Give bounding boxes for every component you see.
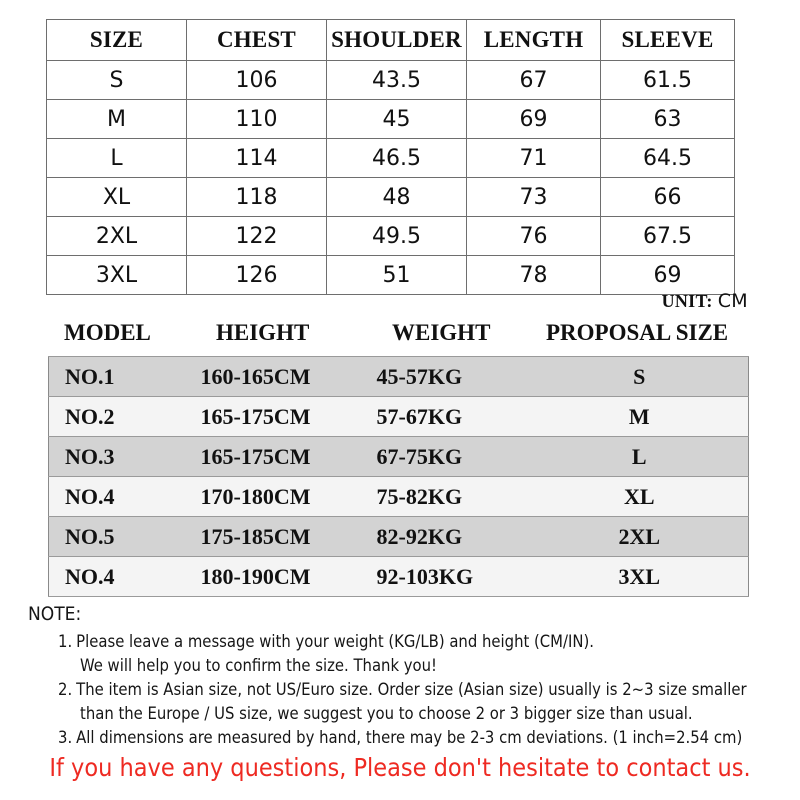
unit-note (662, 290, 748, 312)
cell-proposal-size: M (531, 397, 749, 437)
cell-chest: 118 (187, 178, 327, 217)
table-row (47, 217, 735, 256)
cell-proposal-size: 2XL (531, 517, 749, 557)
table-row (47, 256, 735, 295)
note-title: NOTE: (28, 603, 82, 625)
cell-chest: 114 (187, 139, 327, 178)
cell-shoulder: 49.5 (327, 217, 467, 256)
table-row (49, 517, 749, 557)
column-header-weight: WEIGHT (392, 320, 491, 345)
cell-weight: 92-103KG (377, 557, 531, 597)
cell-height: 160-165CM (201, 357, 377, 397)
model-recommendation-table (48, 356, 749, 597)
cell-shoulder: 43.5 (327, 61, 467, 100)
cell-model: NO.2 (49, 397, 201, 437)
size-measurement-table (46, 19, 735, 295)
cell-sleeve: 67.5 (601, 217, 735, 256)
cell-length: 73 (467, 178, 601, 217)
note-item (28, 678, 772, 726)
cell-model: NO.5 (49, 517, 201, 557)
cell-weight: 75-82KG (377, 477, 531, 517)
cell-proposal-size: L (531, 437, 749, 477)
cell-length: 78 (467, 256, 601, 295)
column-header-size: SIZE (47, 20, 187, 61)
column-header-proposal-size: PROPOSAL SIZE (546, 320, 729, 345)
note-subtext: We will help you to confirm the size. Thank you! (80, 656, 437, 675)
table-row (49, 557, 749, 597)
table-row (47, 178, 735, 217)
note-text: All dimensions are measured by hand, there may be 2-3 cm deviations. (1 inch=2.54 cm) (76, 728, 743, 747)
cell-size: 2XL (47, 217, 187, 256)
cell-model: NO.4 (49, 477, 201, 517)
note-item (28, 726, 772, 750)
cell-model: NO.3 (49, 437, 201, 477)
cell-sleeve: 63 (601, 100, 735, 139)
model-table-header-row (48, 320, 748, 352)
cell-sleeve: 69 (601, 256, 735, 295)
cell-length: 76 (467, 217, 601, 256)
note-number: 3. (58, 728, 73, 747)
cell-shoulder: 45 (327, 100, 467, 139)
cell-weight: 45-57KG (377, 357, 531, 397)
cell-size: 3XL (47, 256, 187, 295)
note-text: Please leave a message with your weight (KG/LB) and height (CM/IN). (76, 632, 594, 651)
column-header-length: LENGTH (467, 20, 601, 61)
cell-proposal-size: S (531, 357, 749, 397)
column-header-chest: CHEST (187, 20, 327, 61)
table-row (47, 61, 735, 100)
cell-length: 67 (467, 61, 601, 100)
column-header-shoulder: SHOULDER (327, 20, 467, 61)
note-section (28, 602, 772, 750)
cell-proposal-size: XL (531, 477, 749, 517)
table-row (49, 437, 749, 477)
cell-size: M (47, 100, 187, 139)
cell-shoulder: 48 (327, 178, 467, 217)
cell-sleeve: 61.5 (601, 61, 735, 100)
cell-height: 180-190CM (201, 557, 377, 597)
cell-model: NO.4 (49, 557, 201, 597)
cell-height: 165-175CM (201, 437, 377, 477)
note-item (28, 630, 772, 678)
cell-height: 170-180CM (201, 477, 377, 517)
cell-sleeve: 64.5 (601, 139, 735, 178)
cell-height: 165-175CM (201, 397, 377, 437)
contact-footer-message: If you have any questions, Please don't hesitate to contact us. (49, 753, 751, 782)
table-row (47, 139, 735, 178)
note-subtext: than the Europe / US size, we suggest you to choose 2 or 3 bigger size than usual. (80, 704, 693, 723)
cell-chest: 106 (187, 61, 327, 100)
cell-length: 71 (467, 139, 601, 178)
unit-value: CM (717, 290, 748, 312)
cell-weight: 67-75KG (377, 437, 531, 477)
note-list (28, 630, 772, 750)
cell-model: NO.1 (49, 357, 201, 397)
table-row (49, 397, 749, 437)
cell-size: L (47, 139, 187, 178)
cell-chest: 110 (187, 100, 327, 139)
table-row (49, 477, 749, 517)
table-row (49, 357, 749, 397)
column-header-model: MODEL (64, 320, 151, 345)
cell-length: 69 (467, 100, 601, 139)
cell-size: XL (47, 178, 187, 217)
note-text: The item is Asian size, not US/Euro size. Order size (Asian size) usually is 2~3 size smaller (76, 680, 747, 699)
cell-chest: 126 (187, 256, 327, 295)
cell-chest: 122 (187, 217, 327, 256)
cell-shoulder: 46.5 (327, 139, 467, 178)
note-number: 2. (58, 680, 73, 699)
cell-weight: 82-92KG (377, 517, 531, 557)
cell-weight: 57-67KG (377, 397, 531, 437)
cell-sleeve: 66 (601, 178, 735, 217)
cell-size: S (47, 61, 187, 100)
note-number: 1. (58, 632, 73, 651)
unit-label: UNIT: (661, 291, 713, 311)
table-row (47, 100, 735, 139)
column-header-sleeve: SLEEVE (601, 20, 735, 61)
table-header-row (47, 20, 735, 61)
cell-proposal-size: 3XL (531, 557, 749, 597)
column-header-height: HEIGHT (216, 320, 310, 345)
cell-shoulder: 51 (327, 256, 467, 295)
cell-height: 175-185CM (201, 517, 377, 557)
